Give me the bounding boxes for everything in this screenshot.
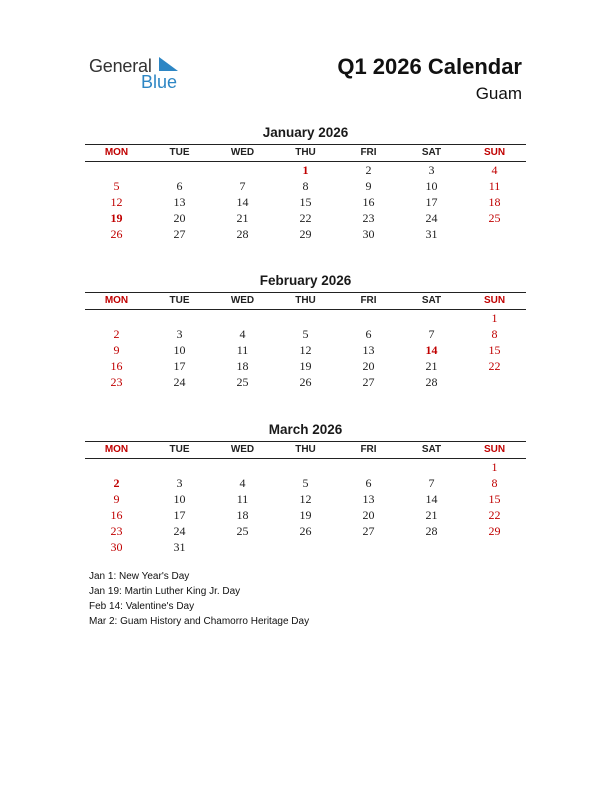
day-cell: 7 <box>428 327 435 341</box>
empty-day-cell <box>337 310 400 327</box>
holiday-note: Mar 2: Guam History and Chamorro Heritage Day <box>89 616 310 627</box>
week-row <box>85 539 526 555</box>
day-cell: 26 <box>110 227 123 241</box>
day-cell: 14 <box>425 343 438 357</box>
day-cell: 30 <box>362 227 375 241</box>
day-cell: 13 <box>362 343 375 357</box>
week-row <box>85 459 526 476</box>
weekday-header-row <box>85 293 526 310</box>
day-cell: 18 <box>488 195 501 209</box>
weekday-header-wed: WED <box>211 293 274 310</box>
day-cell: 14 <box>425 492 438 506</box>
page-subtitle: Guam <box>475 84 522 103</box>
day-cell: 10 <box>173 492 186 506</box>
day-cell: 14 <box>236 195 249 209</box>
weekday-header-tue: TUE <box>148 293 211 310</box>
holiday-note: Feb 14: Valentine's Day <box>89 601 195 612</box>
day-cell: 27 <box>362 524 375 538</box>
day-cell: 1 <box>302 163 309 177</box>
day-cell: 11 <box>236 492 249 506</box>
day-cell: 8 <box>491 327 498 341</box>
day-cell: 7 <box>239 179 246 193</box>
weekday-header-sun: SUN <box>463 293 526 310</box>
week-row <box>85 162 526 179</box>
day-cell: 26 <box>299 375 312 389</box>
weekday-header-wed: WED <box>211 145 274 162</box>
day-cell: 9 <box>113 343 120 357</box>
empty-day-cell <box>274 539 337 555</box>
day-cell: 1 <box>491 311 498 325</box>
logo-text-general: General <box>89 56 152 76</box>
weekday-header-sat: SAT <box>400 293 463 310</box>
day-cell: 15 <box>299 195 312 209</box>
empty-day-cell <box>463 226 526 242</box>
day-cell: 10 <box>173 343 186 357</box>
day-cell: 21 <box>425 508 438 522</box>
month-block-march <box>85 422 526 555</box>
day-cell: 16 <box>110 359 123 373</box>
week-row <box>85 358 526 374</box>
day-cell: 19 <box>110 211 123 225</box>
empty-day-cell <box>274 310 337 327</box>
day-cell: 15 <box>488 343 501 357</box>
empty-day-cell <box>211 310 274 327</box>
empty-day-cell <box>400 539 463 555</box>
page-title: Q1 2026 Calendar <box>337 54 522 79</box>
weekday-header-sun: SUN <box>463 442 526 459</box>
day-cell: 21 <box>425 359 438 373</box>
day-cell: 12 <box>299 492 312 506</box>
day-cell: 29 <box>488 524 501 538</box>
day-cell: 24 <box>173 524 186 538</box>
weekday-header-row <box>85 145 526 162</box>
empty-day-cell <box>463 374 526 390</box>
weekday-header-fri: FRI <box>337 293 400 310</box>
weekday-header-tue: TUE <box>148 442 211 459</box>
day-cell: 2 <box>365 163 372 177</box>
holiday-note: Jan 1: New Year's Day <box>89 571 190 582</box>
day-cell: 6 <box>365 327 372 341</box>
day-cell: 12 <box>299 343 312 357</box>
holiday-notes <box>89 569 309 629</box>
weekday-header-mon: MON <box>85 442 148 459</box>
day-cell: 27 <box>362 375 375 389</box>
day-cell: 28 <box>425 375 438 389</box>
day-cell: 16 <box>362 195 375 209</box>
week-row <box>85 194 526 210</box>
empty-day-cell <box>463 539 526 555</box>
empty-day-cell <box>148 459 211 476</box>
week-row <box>85 491 526 507</box>
day-cell: 23 <box>362 211 375 225</box>
week-row <box>85 342 526 358</box>
day-cell: 20 <box>362 508 375 522</box>
day-cell: 1 <box>491 460 498 474</box>
weekday-header-mon: MON <box>85 145 148 162</box>
day-cell: 24 <box>425 211 438 225</box>
empty-day-cell <box>337 459 400 476</box>
empty-day-cell <box>148 310 211 327</box>
day-cell: 4 <box>491 163 498 177</box>
logo-text-blue: Blue <box>141 72 178 92</box>
day-cell: 5 <box>302 327 309 341</box>
empty-day-cell <box>85 459 148 476</box>
empty-day-cell <box>211 539 274 555</box>
day-cell: 20 <box>362 359 375 373</box>
brand-logo <box>89 56 199 96</box>
day-cell: 5 <box>113 179 120 193</box>
week-row <box>85 374 526 390</box>
day-cell: 25 <box>236 524 249 538</box>
empty-day-cell <box>337 539 400 555</box>
day-cell: 17 <box>173 359 186 373</box>
day-cell: 4 <box>239 327 246 341</box>
month-block-january <box>85 125 526 242</box>
day-cell: 18 <box>236 359 249 373</box>
logo-triangle-icon <box>157 56 179 72</box>
holiday-note: Jan 19: Martin Luther King Jr. Day <box>89 586 241 597</box>
day-cell: 3 <box>176 476 183 490</box>
day-cell: 11 <box>236 343 249 357</box>
weekday-header-wed: WED <box>211 442 274 459</box>
day-cell: 19 <box>299 359 312 373</box>
day-cell: 9 <box>113 492 120 506</box>
weekday-header-row <box>85 442 526 459</box>
day-cell: 4 <box>239 476 246 490</box>
week-row <box>85 310 526 327</box>
weekday-header-thu: THU <box>274 293 337 310</box>
day-cell: 16 <box>110 508 123 522</box>
week-row <box>85 523 526 539</box>
day-cell: 8 <box>302 179 309 193</box>
week-row <box>85 210 526 226</box>
day-cell: 12 <box>110 195 123 209</box>
day-cell: 8 <box>491 476 498 490</box>
month-title: January 2026 <box>262 125 349 140</box>
empty-day-cell <box>211 162 274 179</box>
day-cell: 26 <box>299 524 312 538</box>
day-cell: 20 <box>173 211 186 225</box>
day-cell: 23 <box>110 375 123 389</box>
empty-day-cell <box>400 310 463 327</box>
weekday-header-tue: TUE <box>148 145 211 162</box>
day-cell: 5 <box>302 476 309 490</box>
empty-day-cell <box>211 459 274 476</box>
day-cell: 9 <box>365 179 372 193</box>
day-cell: 17 <box>425 195 438 209</box>
empty-day-cell <box>85 162 148 179</box>
weekday-header-mon: MON <box>85 293 148 310</box>
month-block-february <box>85 273 526 390</box>
day-cell: 27 <box>173 227 186 241</box>
day-cell: 31 <box>425 227 438 241</box>
day-cell: 6 <box>365 476 372 490</box>
weekday-header-fri: FRI <box>337 442 400 459</box>
day-cell: 17 <box>173 508 186 522</box>
day-cell: 19 <box>299 508 312 522</box>
weekday-header-fri: FRI <box>337 145 400 162</box>
day-cell: 2 <box>113 327 120 341</box>
day-cell: 30 <box>110 540 123 554</box>
day-cell: 11 <box>488 179 501 193</box>
day-cell: 28 <box>425 524 438 538</box>
empty-day-cell <box>148 162 211 179</box>
day-cell: 23 <box>110 524 123 538</box>
day-cell: 29 <box>299 227 312 241</box>
weekday-header-thu: THU <box>274 145 337 162</box>
day-cell: 31 <box>173 540 186 554</box>
day-cell: 3 <box>428 163 435 177</box>
day-cell: 21 <box>236 211 249 225</box>
day-cell: 22 <box>488 359 501 373</box>
weekday-header-sat: SAT <box>400 145 463 162</box>
day-cell: 15 <box>488 492 501 506</box>
day-cell: 24 <box>173 375 186 389</box>
day-cell: 13 <box>362 492 375 506</box>
week-row <box>85 226 526 242</box>
day-cell: 22 <box>299 211 312 225</box>
calendar-grid <box>85 442 526 555</box>
weekday-header-sun: SUN <box>463 145 526 162</box>
day-cell: 7 <box>428 476 435 490</box>
month-title: February 2026 <box>259 273 352 288</box>
week-row <box>85 475 526 491</box>
empty-day-cell <box>274 459 337 476</box>
month-title: March 2026 <box>268 422 343 437</box>
empty-day-cell <box>85 310 148 327</box>
day-cell: 22 <box>488 508 501 522</box>
week-row <box>85 507 526 523</box>
day-cell: 25 <box>236 375 249 389</box>
week-row <box>85 178 526 194</box>
day-cell: 18 <box>236 508 249 522</box>
weekday-header-sat: SAT <box>400 442 463 459</box>
calendar-grid <box>85 293 526 390</box>
day-cell: 13 <box>173 195 186 209</box>
week-row <box>85 326 526 342</box>
weekday-header-thu: THU <box>274 442 337 459</box>
day-cell: 2 <box>113 476 120 490</box>
day-cell: 28 <box>236 227 249 241</box>
day-cell: 25 <box>488 211 501 225</box>
calendar-grid <box>85 145 526 242</box>
day-cell: 6 <box>176 179 183 193</box>
day-cell: 10 <box>425 179 438 193</box>
day-cell: 3 <box>176 327 183 341</box>
empty-day-cell <box>400 459 463 476</box>
